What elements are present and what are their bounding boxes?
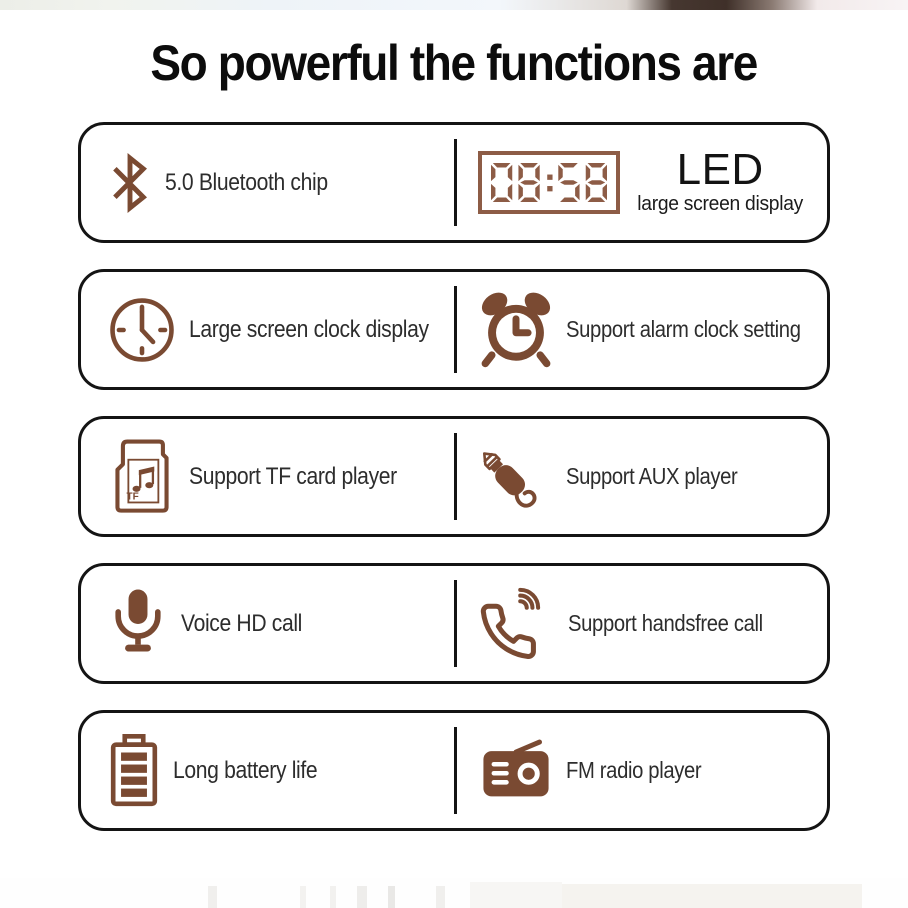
tf-card-icon-text: TF: [126, 491, 139, 503]
feature-label: Support TF card player: [189, 462, 397, 490]
microphone-icon: [107, 587, 169, 661]
bluetooth-icon: [107, 151, 153, 215]
feature-battery: [81, 713, 454, 828]
feature-card-row-2: [78, 269, 830, 390]
signal-waves-icon: [520, 589, 538, 607]
battery-icon: [107, 734, 161, 808]
led-title: LED: [676, 144, 764, 194]
feature-label: Large screen clock display: [189, 315, 429, 343]
feature-label: Voice HD call: [181, 609, 303, 637]
card-divider: [454, 727, 457, 814]
feature-card-row-5: [78, 710, 830, 831]
feature-voice-call: [81, 566, 454, 681]
tf-card-icon: [107, 437, 177, 517]
radio-icon: [478, 737, 554, 805]
phone-icon: [478, 585, 556, 663]
led-clock-display: [478, 151, 620, 214]
seven-segment-time: [491, 163, 607, 202]
card-divider: [454, 286, 457, 373]
feature-led-display: [454, 125, 827, 240]
feature-aux: [454, 419, 827, 534]
feature-card-row-1: [78, 122, 830, 243]
page-header: [0, 34, 908, 92]
led-subtitle: large screen display: [637, 192, 804, 216]
feature-label: FM radio player: [566, 757, 702, 783]
feature-label: 5.0 Bluetooth chip: [165, 168, 328, 196]
feature-clock-display: [81, 272, 454, 387]
feature-fm-radio: [454, 713, 827, 828]
card-divider: [454, 139, 457, 226]
card-divider: [454, 433, 457, 520]
aux-plug-icon: [478, 438, 554, 516]
feature-tf-card: [81, 419, 454, 534]
feature-bluetooth: [81, 125, 454, 240]
feature-handsfree: [454, 566, 827, 681]
feature-label: Support handsfree call: [568, 610, 763, 636]
card-divider: [454, 580, 457, 667]
page-title: So powerful the functions are: [150, 35, 758, 91]
feature-label: Long battery life: [173, 756, 318, 784]
alarm-clock-icon: [478, 290, 554, 370]
clock-icon: [107, 295, 177, 365]
bottom-photo-strip: [0, 878, 908, 908]
feature-label: Support AUX player: [566, 463, 738, 489]
led-caption: [632, 144, 808, 217]
feature-card-row-4: [78, 563, 830, 684]
top-photo-strip: [0, 0, 908, 10]
feature-list: [78, 122, 830, 831]
feature-label: Support alarm clock setting: [566, 316, 801, 342]
feature-alarm: [454, 272, 827, 387]
feature-card-row-3: [78, 416, 830, 537]
